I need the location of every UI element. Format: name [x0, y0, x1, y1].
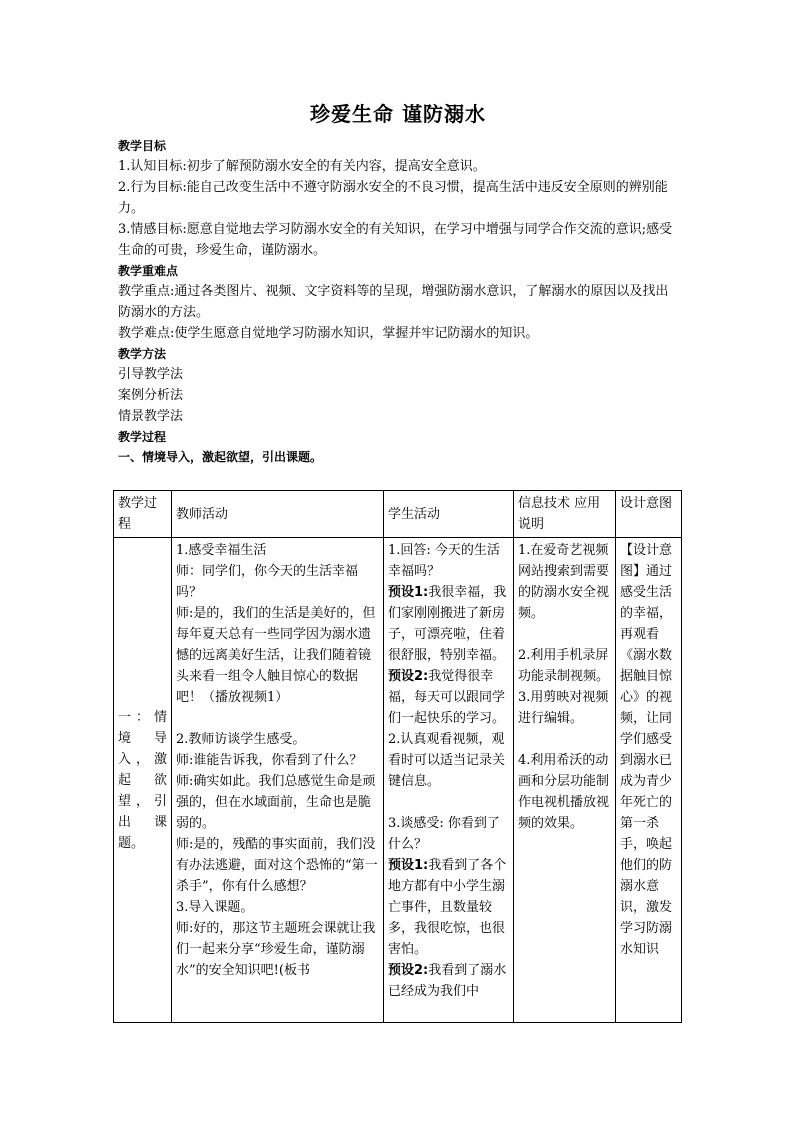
teacher-activity-text: 师:确实如此。我们总感觉生命是顽强的，但在水域面前，生命也是脆弱的。 — [176, 774, 376, 831]
student-activity-text: 我看到了各个地方都有中小学生溺亡事件，且数量较多，我很吃惊，也很害怕。 — [388, 858, 507, 957]
teacher-activity-line — [176, 918, 379, 981]
student-activity-preset-label: 预设2: — [388, 963, 429, 978]
objective-3: 3.情感目标:愿意自觉地去学习防溺水安全的有关知识，在学习中增强与同学合作交流的意识;感受生命的可贵，珍爱生命，谨防溺水。 — [118, 222, 673, 258]
table-row — [114, 538, 682, 1023]
student-activity-line — [388, 855, 509, 960]
student-activity-text: 2.认真观看视频，观看时可以适当记录关键信息。 — [388, 732, 506, 789]
tech-notes-cell — [514, 538, 616, 1023]
teacher-activity-line — [176, 750, 379, 771]
teacher-activity-line — [176, 708, 379, 729]
tech-note-line — [518, 729, 611, 750]
teacher-activity-line — [176, 540, 379, 561]
method-1: 引导教学法 — [118, 367, 184, 382]
methods-heading: 教学方法 — [118, 347, 167, 361]
process-heading: 教学过程 — [118, 430, 167, 444]
student-activity-cell — [384, 538, 514, 1023]
objective-1: 1.认知目标:初步了解预防溺水安全的有关内容，提高安全意识。 — [118, 159, 486, 174]
lesson-table — [113, 490, 682, 1023]
header-intent: 设计意图 — [616, 491, 682, 538]
tech-note-line: 3.用剪映对视频进行编辑。 — [518, 690, 609, 726]
student-activity-line — [388, 813, 509, 855]
teacher-activity-text: 师:是的，我们的生活是美好的，但每年夏天总有一些同学因为溺水遗憾的远离美好生活，让我们随着镜头来看一组令人触目惊心的数据吧！（播放视频1） — [176, 606, 376, 705]
design-intent-text: 【设计意图】通过感受生活的幸福，再观看《溺水数据触目惊心》的视频，让同学们感受到溺水已成为青少年死亡的第一杀手，唤起他们的防溺水意识，激发学习防溺水知识 — [620, 543, 673, 957]
process-section-title: 一、情境导入，激起欲望，引出课题。 — [118, 450, 323, 464]
teacher-activity-line — [176, 729, 379, 750]
student-activity-text: 3.谈感受: 你看到了什么？ — [388, 816, 500, 852]
student-activity-preset-label: 预设1: — [388, 585, 429, 600]
teacher-activity-text: 师:好的，那这节主题班会课就让我们一起来分享“珍爱生命，谨防溺水”的安全知识吧!(板书 — [176, 921, 376, 978]
student-activity-text: 我觉得很幸福，每天可以跟同学们一起快乐的学习。 — [388, 669, 506, 726]
student-activity-line — [388, 960, 509, 1002]
tech-note-line: 1.在爱奇艺视频网站搜索到需要的防溺水安全视频。 — [518, 543, 610, 621]
teacher-activity-line — [176, 897, 379, 918]
tech-note-line: 2.利用手机录屏功能录制视频。 — [518, 648, 610, 684]
student-activity-text: 我看到了溺水已经成为我们中 — [388, 963, 507, 999]
student-activity-text — [388, 795, 392, 810]
teacher-activity-text: 1.感受幸福生活 — [176, 543, 267, 558]
document-body — [118, 100, 678, 467]
header-student: 学生活动 — [384, 491, 514, 538]
teacher-activity-text: 师：同学们，你今天的生活幸福吗？ — [176, 564, 359, 600]
objective-2: 2.行为目标:能自己改变生活中不遵守防溺水安全的不良习惯，提高生活中违反安全原则的辨别能力。 — [118, 180, 668, 216]
method-2: 案例分析法 — [118, 388, 184, 403]
design-intent-cell — [616, 538, 682, 1023]
table-header-row — [114, 491, 682, 538]
teacher-activity-line — [176, 771, 379, 834]
student-activity-line — [388, 729, 509, 792]
key-point-2: 教学难点:使学生愿意自觉地学习防溺水知识，掌握并牢记防溺水的知识。 — [118, 326, 539, 341]
header-tech: 信息技术 应用说明 — [514, 491, 616, 538]
page-title: 珍爱生命 谨防溺水 — [310, 102, 486, 126]
teacher-activity-text: 2.教师访谈学生感受。 — [176, 732, 306, 747]
student-activity-preset-label: 预设1: — [388, 858, 429, 873]
teacher-activity-line — [176, 603, 379, 708]
tech-note-line — [518, 624, 611, 645]
student-activity-line — [388, 540, 509, 582]
key-point-1: 教学重点:通过各类图片、视频、文字资料等的呈现，增强防溺水意识，了解溺水的原因以及找出防溺水的方法。 — [118, 284, 669, 320]
teacher-activity-line — [176, 834, 379, 897]
key-points-heading: 教学重难点 — [118, 264, 179, 278]
student-activity-line — [388, 582, 509, 666]
student-activity-preset-label: 预设2: — [388, 669, 429, 684]
teacher-activity-text: 师:是的，残酷的事实面前，我们没有办法逃避，面对这个恐怖的“第一杀手”，你有什么感想？ — [176, 837, 378, 894]
objectives-heading: 教学目标 — [118, 139, 167, 153]
stage-cell: 一：情境导入，激起欲望，引出课题。 — [114, 538, 172, 1023]
student-activity-line — [388, 792, 509, 813]
tech-note-line: 4.利用希沃的动画和分层功能制作电视机播放视频的效果。 — [518, 753, 610, 831]
teacher-activity-cell — [172, 538, 384, 1023]
teacher-activity-line — [176, 561, 379, 603]
header-stage: 教学过程 — [114, 491, 172, 538]
teacher-activity-text: 师:谁能告诉我，你看到了什么？ — [176, 753, 363, 768]
student-activity-line — [388, 666, 509, 729]
header-teacher: 教师活动 — [172, 491, 384, 538]
method-3: 情景教学法 — [118, 409, 184, 424]
student-activity-text: 我很幸福，我们家刚刚搬进了新房子，可漂亮啦，住着很舒服，特别幸福。 — [388, 585, 507, 663]
student-activity-text: 1.回答: 今天的生活幸福吗？ — [388, 543, 500, 579]
teacher-activity-text: 3.导入课题。 — [176, 900, 254, 915]
teacher-activity-text — [176, 711, 180, 726]
